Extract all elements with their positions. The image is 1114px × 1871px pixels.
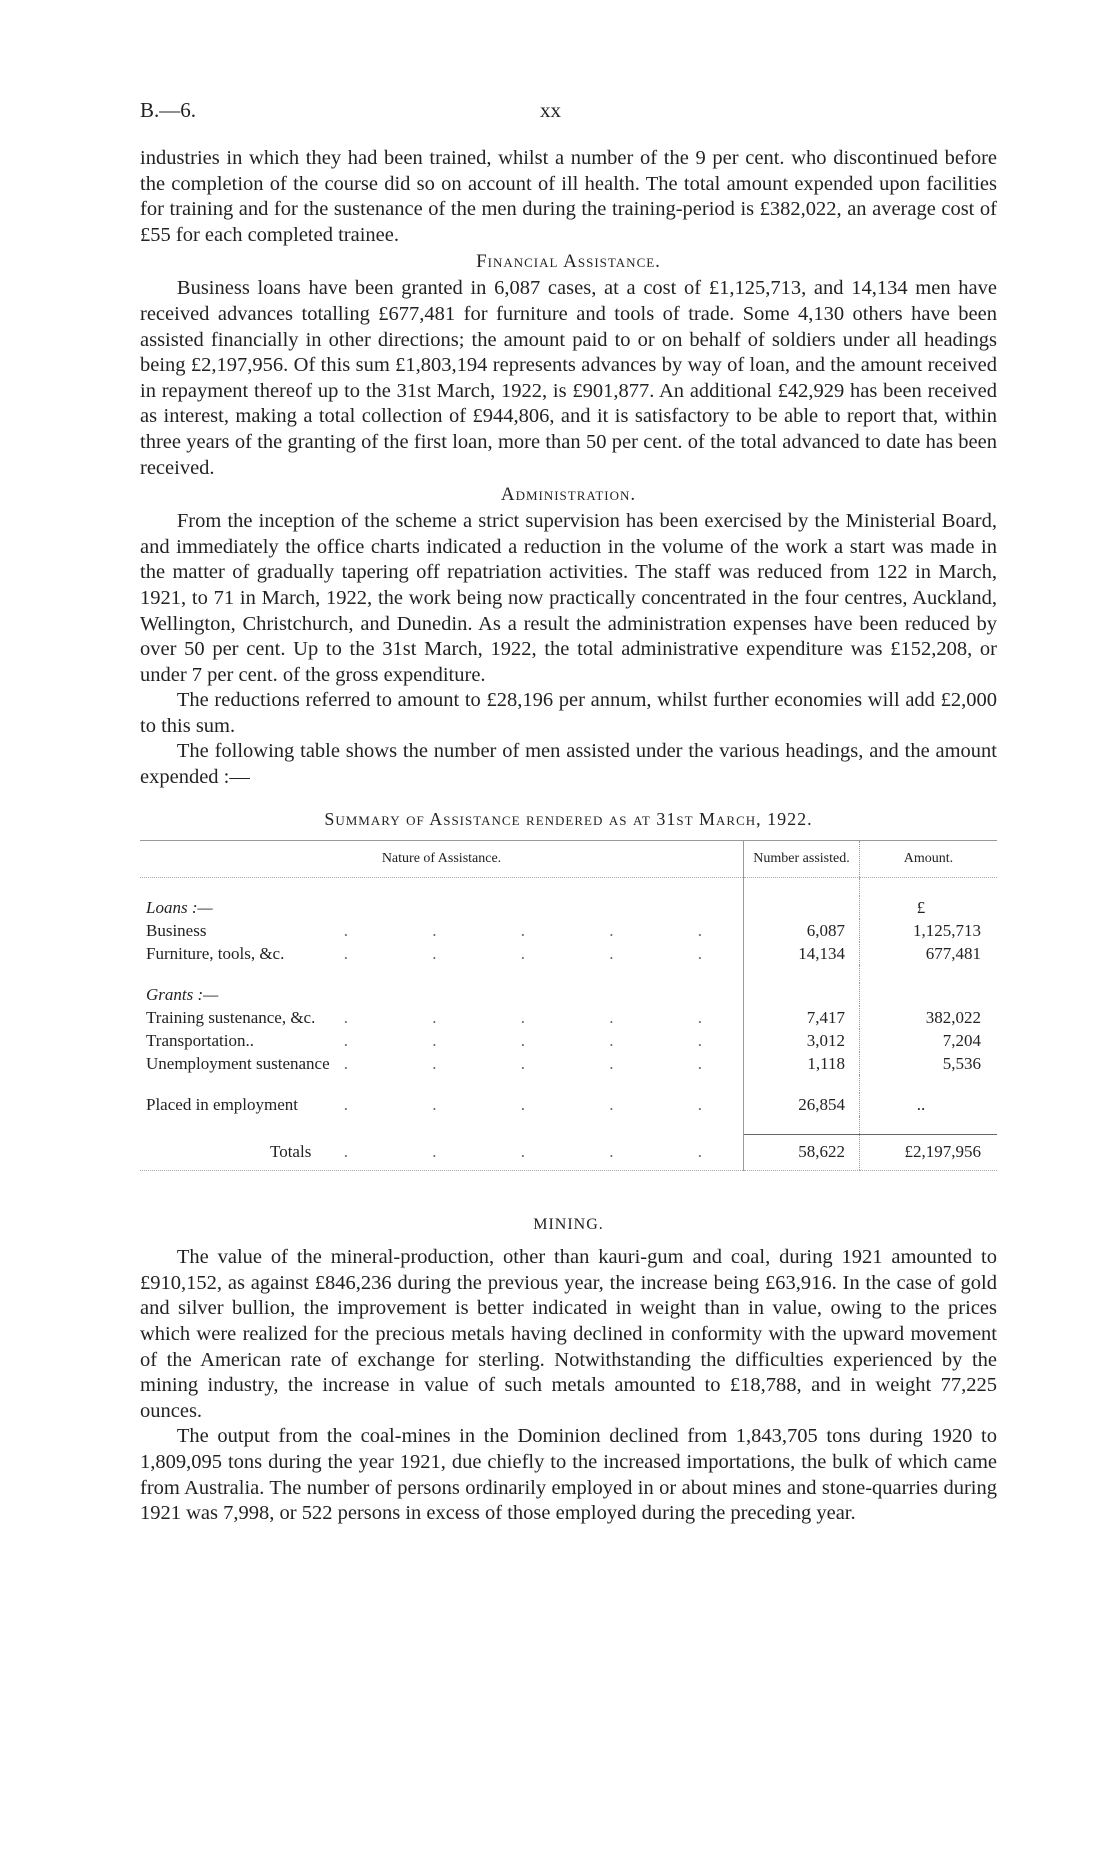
- row-label: Unemployment sustenance: [146, 1054, 330, 1074]
- row-label: Business: [146, 921, 207, 941]
- mining-heading: MINING.: [533, 1216, 604, 1234]
- financial-heading: Financial Assistance.: [476, 251, 661, 273]
- dot-leader: . . . . .: [343, 1142, 742, 1161]
- row-amount: 5,536: [860, 1052, 998, 1075]
- row-number: 14,134: [744, 942, 860, 965]
- table-title: Summary of Assistance rendered as at 31st March, 1922.: [324, 808, 813, 829]
- row-amount: 382,022: [860, 1006, 998, 1029]
- dot-leader: . . . . .: [343, 1054, 742, 1074]
- row-amount: ..: [860, 1093, 998, 1116]
- totals-row: [140, 1135, 997, 1171]
- administration-paragraph: From the inception of the scheme a strict supervision has been exercised by the Ministerial Board, and immediately the office charts indicated a reduction in the volume of the work a start was made in the matter of gradually tapering off repatriation activities. The staff was reduced from 122 in March, 1921, to 71 in March, 1922, the work being now practically concentrated in the four centres, Auckland, Wellington, Christchurch, and Dunedin. As a result the administration expenses have been reduced by over 50 per cent. Up to the 31st March, 1922, the total administrative expenditure was £152,208, or under 7 per cent. of the gross expenditure.: [140, 510, 997, 686]
- loans-label: Loans :—: [146, 898, 213, 918]
- row-number: 1,118: [744, 1052, 860, 1075]
- administration-paragraph: The reductions referred to amount to £28,196 per annum, whilst further economies will add £2,000 to this sum.: [140, 689, 997, 737]
- table-row: [140, 1052, 997, 1075]
- totals-amount: £2,197,956: [860, 1135, 998, 1171]
- administration-paragraph: The following table shows the number of men assisted under the various headings, and the amount expended :—: [140, 740, 997, 789]
- dot-leader: . . . . .: [343, 1008, 742, 1028]
- grants-label: Grants :—: [146, 985, 219, 1005]
- table-row: [140, 919, 997, 942]
- page-body: [140, 146, 997, 1527]
- row-amount: 7,204: [860, 1029, 998, 1052]
- header-amount: Amount.: [860, 841, 998, 878]
- financial-paragraph: Business loans have been granted in 6,087 cases, at a cost of £1,125,713, and 14,134 men have received advances totalling £677,481 for furniture and tools of trade. Some 4,130 others have been assisted financially in other directions; the amount paid to or on behalf of soldiers under all headings being £2,197,956. Of this sum £1,803,194 represents advances by way of loan, and the amount received in repayment thereof up to the 31st March, 1922, is £901,877. An additional £42,929 has been received as interest, making a total collection of £944,806, and it is satisfactory to be able to report that, within three years of the granting of the first loan, more than 50 per cent. of the total advanced to date has been received.: [140, 277, 997, 479]
- row-label: Training sustenance, &c.: [146, 1008, 316, 1028]
- mining-paragraph: The output from the coal-mines in the Dominion declined from 1,843,705 tons during 1920 to 1,809,095 tons during the year 1921, due chiefly to the increased importations, the bulk of which came from Australia. The number of persons ordinarily employed in or about mines and stone-quarries during 1921 was 7,998, or 522 persons in excess of those employed during the preceding year.: [140, 1425, 997, 1525]
- row-number: 3,012: [744, 1029, 860, 1052]
- assistance-table: [140, 840, 997, 1171]
- header-number: Number assisted.: [744, 841, 860, 878]
- intro-paragraph: industries in which they had been trained, whilst a number of the 9 per cent. who discontinued before the completion of the course did so on account of ill health. The total amount expended upon facilities for training and for the sustenance of the men during the training-period is £382,022, an average cost of £55 for each completed trainee.: [140, 147, 997, 246]
- row-number: 26,854: [744, 1093, 860, 1116]
- table-row: [140, 942, 997, 965]
- row-amount: 1,125,713: [860, 919, 998, 942]
- table-row: [140, 1006, 997, 1029]
- page-number: xx: [540, 98, 561, 122]
- dot-leader: . . . . .: [343, 1031, 742, 1051]
- table-row: [140, 1093, 997, 1116]
- dot-leader: . . . . .: [343, 944, 742, 964]
- row-label: Transportation..: [146, 1031, 254, 1051]
- page-header: [140, 98, 997, 124]
- header-nature: Nature of Assistance.: [140, 841, 744, 878]
- currency-symbol: £: [860, 896, 998, 919]
- row-amount: 677,481: [860, 942, 998, 965]
- row-label: Placed in employment: [146, 1095, 299, 1115]
- dot-leader: . . . . .: [343, 1095, 742, 1115]
- table-row: [140, 896, 997, 919]
- totals-number: 58,622: [744, 1135, 860, 1171]
- totals-label: Totals: [270, 1142, 312, 1161]
- row-label: Furniture, tools, &c.: [146, 944, 285, 964]
- administration-heading: Administration.: [500, 484, 637, 506]
- mining-paragraph: The value of the mineral-production, other than kauri-gum and coal, during 1921 amounted to £910,152, as against £846,236 during the previous year, the increase being £63,916. In the case of gold and silver bullion, the improvement is better indicated in weight than in value, owing to the prices which were realized for the precious metals having declined in conformity with the upward movement of the American rate of exchange for sterling. Notwithstanding the difficulties experienced by the mining industry, the increase in value of such metals amounted to £18,788, and in weight 77,225 ounces.: [140, 1246, 997, 1422]
- dot-leader: . . . . .: [343, 921, 742, 941]
- document-reference: B.—6.: [140, 98, 197, 122]
- row-number: 7,417: [744, 1006, 860, 1029]
- table-row: [140, 983, 997, 1006]
- row-number: 6,087: [744, 919, 860, 942]
- table-row: [140, 1029, 997, 1052]
